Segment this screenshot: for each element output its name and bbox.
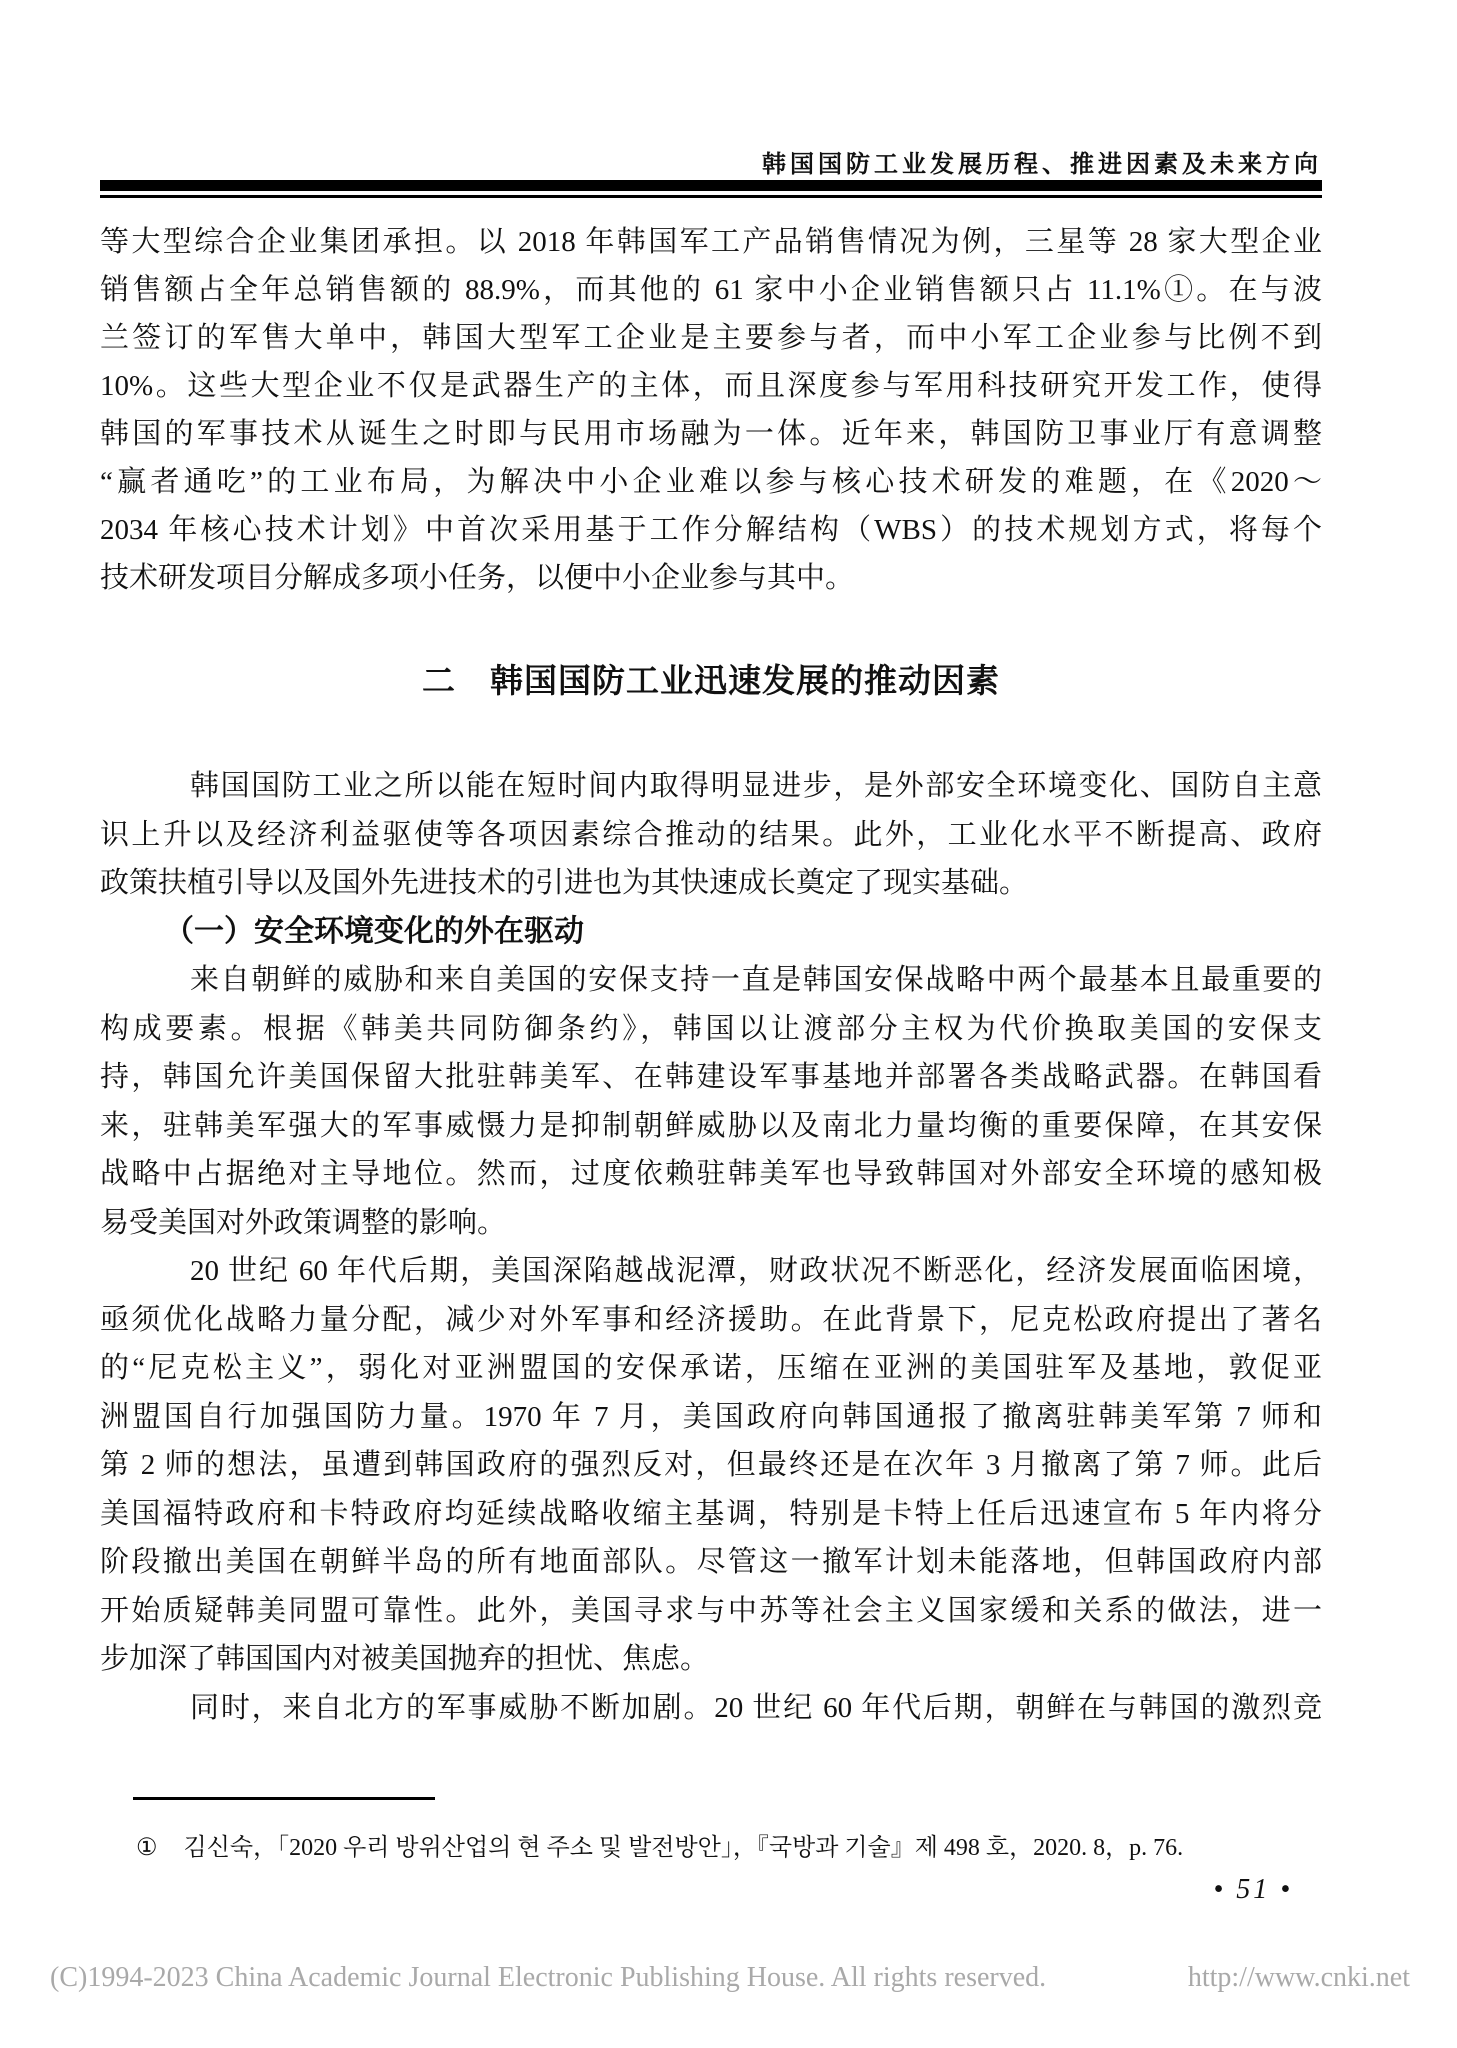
paragraph-1 <box>100 218 1322 602</box>
text-line: 亟须优化战略力量分配，减少对外军事和经济援助。在此背景下，尼克松政府提出了著名 <box>100 1303 1322 1336</box>
text-line: 2034 年核心技术计划》中首次采用基于工作分解结构（WBS）的技术规划方式，将每个 <box>100 514 1322 546</box>
text-line: 第 2 师的想法，虽遭到韩国政府的强烈反对，但最终还是在次年 3 月撤离了第 7 师。此后 <box>100 1449 1322 1481</box>
text-line: 技术研发项目分解成多项小任务，以便中小企业参与其中。 <box>100 562 855 594</box>
text-line: 美国福特政府和卡特政府均延续战略收缩主基调，特别是卡特上任后迅速宣布 5 年内将分 <box>100 1497 1322 1530</box>
paragraph-3 <box>100 956 1322 1247</box>
text-line: 政策扶植引导以及国外先进技术的引进也为其快速成长奠定了现实基础。 <box>100 867 1029 899</box>
footnote-divider <box>133 1797 435 1800</box>
header-rule-thick <box>100 180 1322 191</box>
paragraph-5 <box>100 1684 1322 1733</box>
text-line: 阶段撤出美国在朝鲜半岛的所有地面部队。尽管这一撤军计划未能落地，但韩国政府内部 <box>100 1546 1322 1578</box>
footnote-marker: ① <box>136 1835 158 1861</box>
text-line: 步加深了韩国国内对被美国抛弃的担忧、焦虑。 <box>100 1643 710 1675</box>
text-line: 开始质疑韩美同盟可靠性。此外，美国寻求与中苏等社会主义国家缓和关系的做法，进一 <box>100 1594 1322 1627</box>
text-line: 销售额占全年总销售额的 88.9%，而其他的 61 家中小企业销售额只占 11.1%①。在与波 <box>100 274 1322 306</box>
text-line: 来，驻韩美军强大的军事威慑力是抑制朝鲜威胁以及南北力量均衡的重要保障，在其安保 <box>100 1109 1322 1142</box>
text-line: 20 世纪 60 年代后期，美国深陷越战泥潭，财政状况不断恶化，经济发展面临困境， <box>190 1255 1322 1287</box>
text-line: 同时，来自北方的军事威胁不断加剧。20 世纪 60 年代后期，朝鲜在与韩国的激烈竞 <box>190 1691 1322 1724</box>
text-line: 持，韩国允许美国保留大批驻韩美军、在韩建设军事基地并部署各类战略武器。在韩国看 <box>100 1061 1322 1093</box>
paragraph-4 <box>100 1247 1322 1684</box>
watermark-copyright: (C)1994-2023 China Academic Journal Electronic Publishing House. All rights reserved. <box>50 1962 1047 1993</box>
subsection-heading: （一）安全环境变化的外在驱动 <box>164 914 584 948</box>
page-number: • 51 • <box>1213 1874 1293 1905</box>
text-line: 韩国的军事技术从诞生之时即与民用市场融为一体。近年来，韩国防卫事业厅有意调整 <box>100 418 1322 450</box>
text-line: 来自朝鲜的威胁和来自美国的安保支持一直是韩国安保战略中两个最基本且最重要的 <box>190 964 1322 996</box>
header-rule-thin <box>100 195 1322 198</box>
text-line: 等大型综合企业集团承担。以 2018 年韩国军工产品销售情况为例，三星等 28 家大型企业 <box>100 226 1322 258</box>
footer-watermark <box>50 1962 1410 1994</box>
text-line: 识上升以及经济利益驱使等各项因素综合推动的结果。此外，工业化水平不断提高、政府 <box>100 818 1322 851</box>
text-line: 构成要素。根据《韩美共同防御条约》，韩国以让渡部分主权为代价换取美国的安保支 <box>100 1012 1322 1045</box>
text-line: 战略中占据绝对主导地位。然而，过度依赖驻韩美军也导致韩国对外部安全环境的感知极 <box>100 1158 1322 1190</box>
text-line: 兰签订的军售大单中，韩国大型军工企业是主要参与者，而中小军工企业参与比例不到 <box>100 322 1322 354</box>
text-line: 洲盟国自行加强国防力量。1970 年 7 月，美国政府向韩国通报了撤离驻韩美军第 7 师和 <box>100 1400 1322 1433</box>
watermark-url: http://www.cnki.net <box>1187 1962 1410 1993</box>
text-line: “赢者通吃”的工业布局，为解决中小企业难以参与核心技术研发的难题，在《2020～ <box>100 466 1322 498</box>
footnote <box>100 1828 1322 1868</box>
body-flow <box>100 762 1322 1732</box>
footnote-text: 김신숙，「2020 우리 방위산업의 현 주소 및 발전방안」，『국방과 기술』제 498 호，2020. 8，p. 76. <box>183 1835 1184 1861</box>
text-line: 的“尼克松主义”，弱化对亚洲盟国的安保承诺，压缩在亚洲的美国驻军及基地，敦促亚 <box>100 1352 1322 1384</box>
paragraph-2 <box>100 762 1322 908</box>
text-line: 韩国国防工业之所以能在短时间内取得明显进步，是外部安全环境变化、国防自主意 <box>190 770 1322 802</box>
text-line: 10%。这些大型企业不仅是武器生产的主体，而且深度参与军用科技研究开发工作，使得 <box>100 370 1322 402</box>
article-body <box>100 218 1322 1732</box>
text-line: 易受美国对外政策调整的影响。 <box>100 1206 507 1239</box>
running-head-title: 韩国国防工业发展历程、推进因素及未来方向 <box>762 151 1322 178</box>
section-heading: 二 韩国国防工业迅速发展的推动因素 <box>422 662 1000 699</box>
